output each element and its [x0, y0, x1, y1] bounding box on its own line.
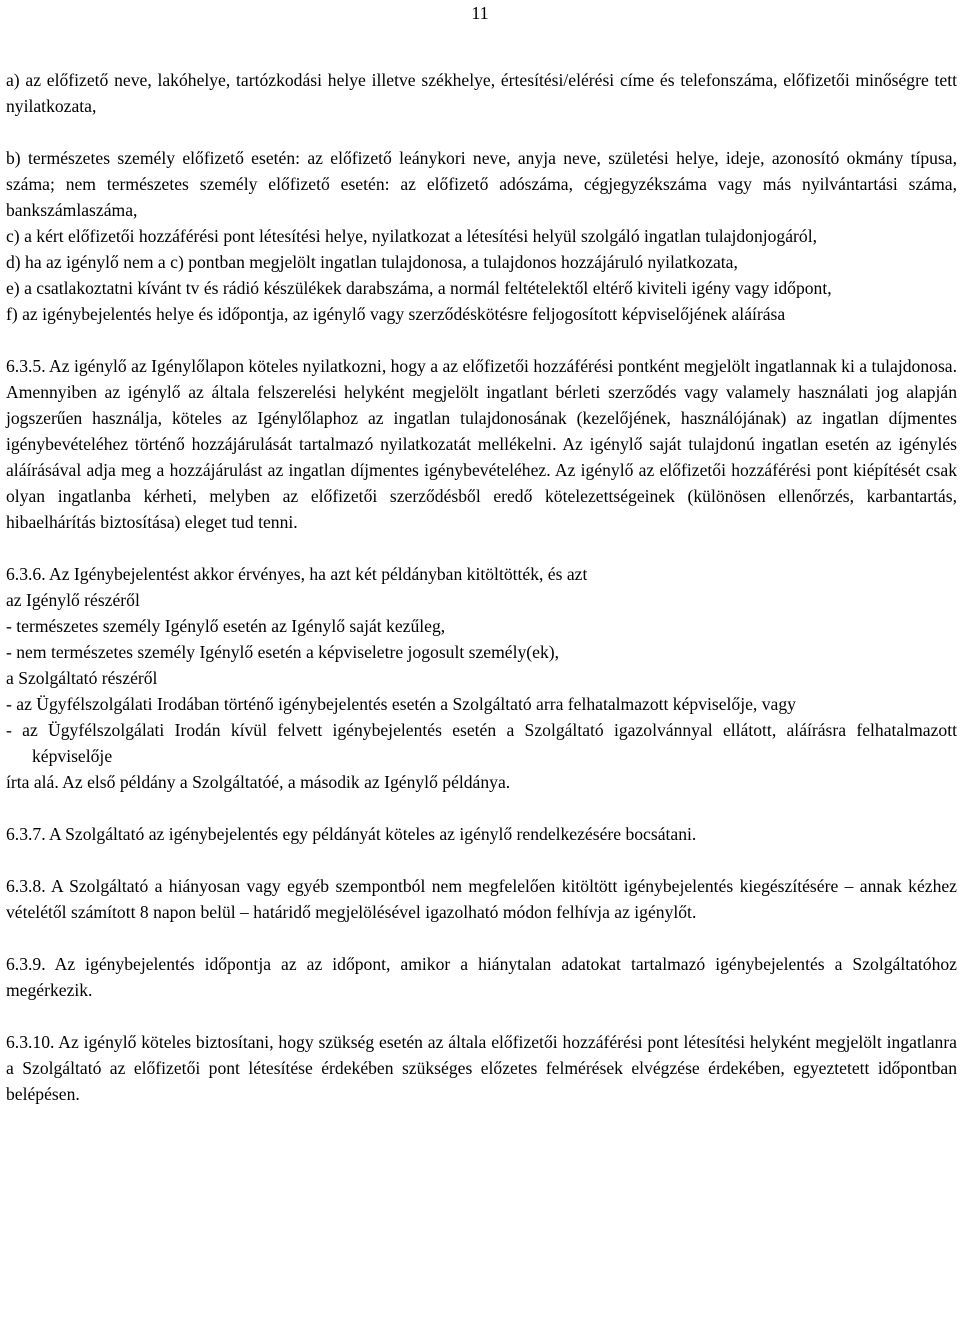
section-6-3-6-dash-3: - az Ügyfélszolgálati Irodában történő igénybejelentés esetén a Szolgáltató arra felhatalmazott képviselője, vagy [6, 694, 796, 714]
section-6-3-9: 6.3.9. Az igénybejelentés időpontja az az időpont, amikor a hiánytalan adatokat tartalmazó igénybejelentés a Szolgáltatóhoz megérkezik. [6, 954, 957, 1000]
section-6-3-6-provider-heading: a Szolgáltató részéről [6, 668, 158, 688]
document-body [6, 67, 957, 1107]
section-6-3-7: 6.3.7. A Szolgáltató az igénybejelentés egy példányát köteles az igénylő rendelkezésére bocsátani. [6, 824, 697, 844]
section-6-3-8: 6.3.8. A Szolgáltató a hiányosan vagy egyéb szempontból nem megfelelően kitöltött igénybejelentés kiegészítésére – annak kézhez vételétől számított 8 napon belül – határidő megjelölésével igazolható módon felhívja az igénylőt. [6, 876, 957, 922]
section-6-3-6-dash-1: - természetes személy Igénylő esetén az Igénylő saját kezűleg, [6, 616, 446, 636]
list-item-d: d) ha az igénylő nem a c) pontban megjelölt ingatlan tulajdonosa, a tulajdonos hozzájáruló nyilatkozata, [6, 252, 738, 272]
section-6-3-6-intro: 6.3.6. Az Igénybejelentést akkor érvényes, ha azt két példányban kitöltötték, és azt [6, 564, 588, 584]
section-6-3-5: 6.3.5. Az igénylő az Igénylőlapon köteles nyilatkozni, hogy a az előfizetői hozzáférési pontként megjelölt ingatlannak ki a tulajdonosa. Amennyiben az igénylő az általa felszerelési helyként megjelölt ingatlant bérleti szerződés vagy valamely használati jog alapján jogszerűen használja, köteles az Igénylőlaphoz az ingatlan tulajdonosának (kezelőjének, használójának) az ingatlan díjmentes igénybevételéhez történő hozzájárulását tartalmazó nyilatkozatát mellékelni. Az igénylő saját tulajdonú ingatlan esetén az igénylés aláírásával adja meg a hozzájárulást az ingatlan díjmentes igénybevételéhez. Az igénylő az előfizetői hozzáférési pont kiépítését csak olyan ingatlanba kérheti, melyben az előfizetői szerződésből eredő kötelezettségeinek (különösen ellenőrzés, karbantartás, hibaelhárítás biztosítása) eleget tud tenni. [6, 356, 957, 532]
section-6-3-10: 6.3.10. Az igénylő köteles biztosítani, hogy szükség esetén az általa előfizetői hozzáférési pont létesítési helyként megjelölt ingatlanra a Szolgáltató az előfizetői pont létesítése érdekében szükséges előzetes felmérések elvégzése érdekében, egyeztetett időpontban belépésen. [6, 1032, 957, 1104]
page-number: 11 [471, 3, 489, 23]
section-6-3-6-closing: írta alá. Az első példány a Szolgáltatóé, a második az Igénylő példánya. [6, 772, 511, 792]
section-6-3-6-claimant-heading: az Igénylő részéről [6, 590, 140, 610]
section-6-3-6-dash-2: - nem természetes személy Igénylő esetén a képviseletre jogosult személy(ek), [6, 642, 560, 662]
list-item-c: c) a kért előfizetői hozzáférési pont létesítési helye, nyilatkozat a létesítési helyül szolgáló ingatlan tulajdonjogáról, [6, 226, 817, 246]
list-item-e: e) a csatlakoztatni kívánt tv és rádió készülékek darabszáma, a normál feltételektől eltérő kiviteli igény vagy időpont, [6, 278, 832, 298]
list-item-f: f) az igénybejelentés helye és időpontja, az igénylő vagy szerződéskötésre feljogosított képviselőjének aláírása [6, 304, 786, 324]
section-6-3-6-dash-4: - az Ügyfélszolgálati Irodán kívül felvett igénybejelentés esetén a Szolgáltató igazolvánnyal ellátott, aláírásra felhatalmazott képviselője [6, 720, 957, 766]
list-item-a: a) az előfizető neve, lakóhelye, tartózkodási helye illetve székhelye, értesítési/elérési címe és telefonszáma, előfizetői minőségre tett nyilatkozata, [6, 70, 957, 116]
list-item-b: b) természetes személy előfizető esetén: az előfizető leánykori neve, anyja neve, születési helye, ideje, azonosító okmány típusa, száma; nem természetes személy előfizető esetén: az előfizető adószáma, cégjegyzékszáma vagy más nyilvántartási száma, bankszámlaszáma, [6, 148, 957, 220]
